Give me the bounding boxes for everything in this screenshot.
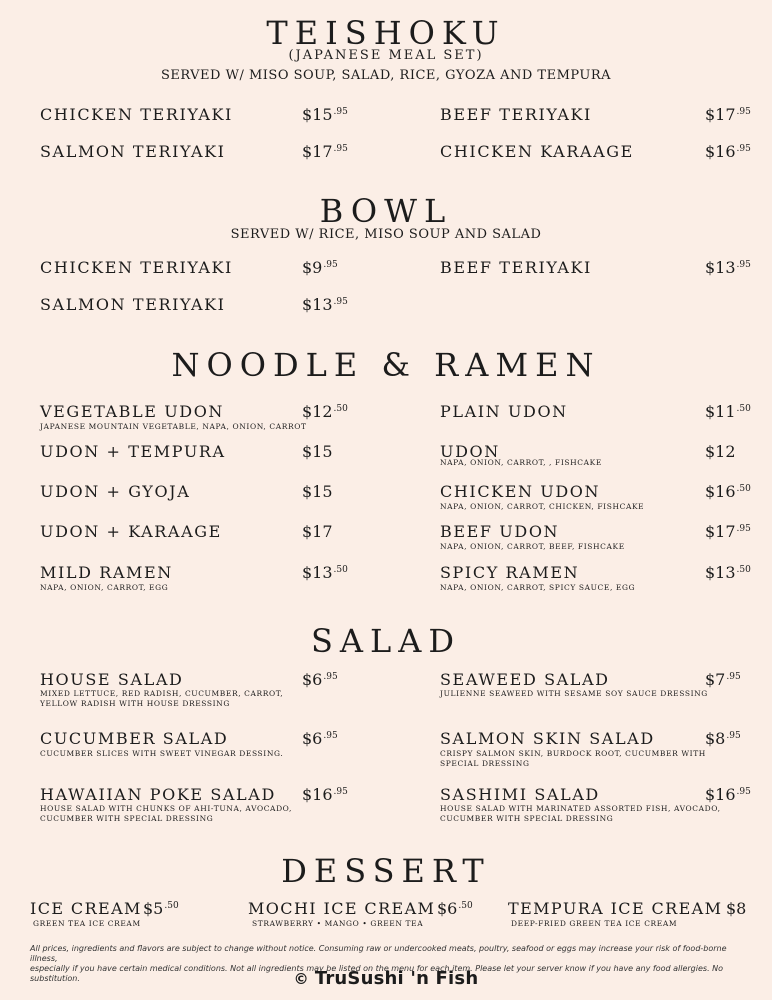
dessert-item-price: $\$6^{.50}$: [437, 899, 473, 918]
menu-item-name: SASHIMI SALAD: [440, 785, 600, 804]
menu-item-name: PLAIN UDON: [440, 402, 568, 421]
teishoku-served: SERVED W/ MISO SOUP, SALAD, RICE, GYOZA AND TEMPURA: [160, 68, 612, 83]
bowl-served: SERVED W/ RICE, MISO SOUP AND SALAD: [230, 227, 542, 242]
menu-item-name: CHICKEN KARAAGE: [440, 142, 634, 161]
menu-item-price: $12: [705, 442, 736, 461]
brand-footer: [0, 968, 772, 989]
menu-item-description: NAPA, ONION, CARROT, BEEF, FISHCAKE: [440, 542, 625, 551]
menu-item-price: $\$6^{.95}$: [302, 670, 338, 689]
menu-item-name: SEAWEED SALAD: [440, 670, 610, 689]
menu-item-price: $15: [302, 482, 333, 501]
menu-item-name: VEGETABLE UDON: [40, 402, 225, 421]
menu-item-price: $\$11^{.50}$: [705, 402, 751, 421]
menu-item-name: SALMON SKIN SALAD: [440, 729, 655, 748]
dessert-title: DESSERT: [281, 852, 491, 890]
disclaimer-line: All prices, ingredients and flavors are subject to change without notice. Consuming raw or undercooked meats, poultry, seafood or eggs may increase your risk of food-borne illness,: [30, 944, 727, 963]
dessert-item-name: MOCHI ICE CREAM: [248, 899, 436, 918]
menu-item-price: $\$13^{.50}$: [705, 563, 751, 582]
menu-item-name: HOUSE SALAD: [40, 670, 184, 689]
menu-item-price: $\$8^{.95}$: [705, 729, 741, 748]
menu-item-description: NAPA, ONION, CARROT, EGG: [40, 583, 169, 592]
brand-name: TruSushi 'n Fish: [314, 968, 479, 989]
menu-item-description: NAPA, ONION, CARROT, , FISHCAKE: [440, 458, 602, 467]
menu-item-name: MILD RAMEN: [40, 563, 173, 582]
dessert-item-description: GREEN TEA ICE CREAM: [33, 919, 141, 928]
menu-item-description: NAPA, ONION, CARROT, SPICY SAUCE, EGG: [440, 583, 636, 592]
menu-item-description: CUCUMBER WITH SPECIAL DRESSING: [40, 814, 214, 823]
menu-item-name: CHICKEN UDON: [440, 482, 601, 501]
menu-item-price: $\$16^{.95}$: [302, 785, 348, 804]
menu-item-price: $\$17^{.95}$: [302, 142, 348, 161]
menu-item-price: $\$13^{.95}$: [705, 258, 751, 277]
menu-item-price: $\$15^{.95}$: [302, 105, 348, 124]
menu-item-price: $\$6^{.95}$: [302, 729, 338, 748]
teishoku-subtitle: (JAPANESE MEAL SET): [288, 48, 484, 63]
menu-item-price: $\$9^{.95}$: [302, 258, 338, 277]
menu-item-name: HAWAIIAN POKE SALAD: [40, 785, 276, 804]
menu-item-name: CUCUMBER SALAD: [40, 729, 229, 748]
menu-item-price: $\$16^{.95}$: [705, 142, 751, 161]
menu-item-description: HOUSE SALAD WITH CHUNKS OF AHI-TUNA, AVOCADO,: [40, 804, 292, 813]
disclaimer-line: especially if you have certain medical conditions. Not all ingredients may be listed on the menu for each item. Please let your server know if you have any food allergies. No substitution.: [30, 964, 724, 983]
menu-item-name: UDON + KARAAGE: [40, 522, 222, 541]
bowl-title: BOWL: [319, 192, 453, 230]
dessert-item-description: DEEP-FRIED GREEN TEA ICE CREAM: [511, 919, 678, 928]
menu-item-description: JULIENNE SEAWEED WITH SESAME SOY SAUCE DRESSING: [440, 689, 708, 698]
dessert-item-description: STRAWBERRY • MANGO • GREEN TEA: [252, 919, 424, 928]
dessert-item-price: $\$5^{.50}$: [143, 899, 179, 918]
menu-item-name: UDON + TEMPURA: [40, 442, 226, 461]
dessert-item-price: $8: [726, 899, 747, 918]
menu-item-price: $\$12^{.50}$: [302, 402, 348, 421]
menu-item-description: CUCUMBER SLICES WITH SWEET VINEGAR DESSING.: [40, 749, 284, 758]
menu-item-name: UDON: [440, 442, 500, 461]
menu-item-description: NAPA, ONION, CARROT, CHICKEN, FISHCAKE: [440, 502, 645, 511]
menu-item-price: $\$16^{.50}$: [705, 482, 751, 501]
menu-item-price: $\$17^{.95}$: [705, 105, 751, 124]
menu-item-price: $\$16^{.95}$: [705, 785, 751, 804]
menu-item-description: CRISPY SALMON SKIN, BURDOCK ROOT, CUCUMBER WITH: [440, 749, 706, 758]
menu-item-name: SALMON TERIYAKI: [40, 295, 226, 314]
dessert-item-name: TEMPURA ICE CREAM: [508, 899, 723, 918]
menu-item-description: HOUSE SALAD WITH MARINATED ASSORTED FISH, AVOCADO,: [440, 804, 721, 813]
menu-item-name: BEEF TERIYAKI: [440, 105, 592, 124]
menu-item-price: $17: [302, 522, 333, 541]
menu-item-name: SPICY RAMEN: [440, 563, 580, 582]
menu-item-price: $\$13^{.50}$: [302, 563, 348, 582]
dessert-item-name: ICE CREAM: [30, 899, 142, 918]
noodle-title: NOODLE & RAMEN: [171, 346, 601, 384]
menu-item-name: CHICKEN TERIYAKI: [40, 258, 233, 277]
menu-item-price: $\$17^{.95}$: [705, 522, 751, 541]
menu-item-description: CUCUMBER WITH SPECIAL DRESSING: [440, 814, 614, 823]
menu-item-name: UDON + GYOJA: [40, 482, 191, 501]
menu-item-description: MIXED LETTUCE, RED RADISH, CUCUMBER, CARROT,: [40, 689, 284, 698]
salad-title: SALAD: [310, 622, 462, 660]
menu-item-description: JAPANESE MOUNTAIN VEGETABLE, NAPA, ONION, CARROT: [40, 422, 307, 431]
menu-item-name: BEEF TERIYAKI: [440, 258, 592, 277]
menu-item-price: $\$13^{.95}$: [302, 295, 348, 314]
menu-item-price: $\$7^{.95}$: [705, 670, 741, 689]
menu-item-description: SPECIAL DRESSING: [440, 759, 530, 768]
menu-item-name: BEEF UDON: [440, 522, 560, 541]
teishoku-title: TEISHOKU: [266, 14, 506, 52]
menu-item-name: SALMON TERIYAKI: [40, 142, 226, 161]
menu-item-price: $15: [302, 442, 333, 461]
menu-item-description: YELLOW RADISH WITH HOUSE DRESSING: [40, 699, 230, 708]
copyright-icon: ©: [293, 970, 309, 988]
menu-item-name: CHICKEN TERIYAKI: [40, 105, 233, 124]
